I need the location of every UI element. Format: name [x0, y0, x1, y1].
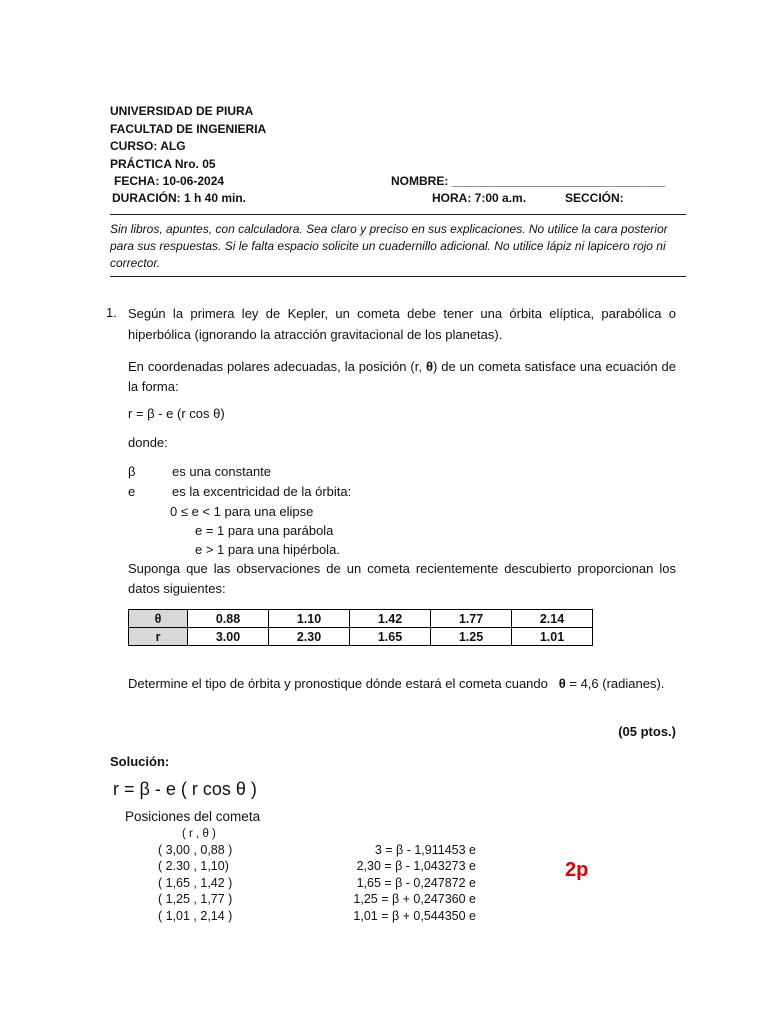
- r-row: [129, 628, 593, 646]
- position-item: ( 1,01 , 2,14 ): [158, 908, 233, 923]
- theta-cell: 1.10: [269, 610, 350, 628]
- task-text-post: = 4,6 (radianes).: [565, 676, 665, 691]
- theta-header-cell: θ: [129, 610, 188, 628]
- header-divider-bottom: [110, 276, 686, 277]
- position-item: ( 1,65 , 1,42 ): [158, 875, 233, 890]
- university-name: UNIVERSIDAD DE PIURA: [110, 104, 254, 118]
- polar-statement: [128, 357, 676, 397]
- data-intro: Suponga que las observaciones de un cometa recientemente descubierto proporcionan los datos siguientes:: [128, 561, 676, 596]
- problem-points: (05 ptos.): [618, 724, 676, 739]
- orbit-equation: r = β - e (r cos θ): [128, 406, 225, 421]
- where-label: donde:: [128, 435, 168, 450]
- position-item: ( 3,00 , 0,88 ): [158, 843, 233, 857]
- theta-cell: 2.14: [512, 610, 593, 628]
- r-cell: 1.65: [350, 628, 431, 646]
- polar-text-pre: En coordenadas polares adecuadas, la posición (r,: [128, 359, 426, 374]
- beta-symbol: β: [128, 464, 136, 479]
- course-label: CURSO: ALG: [110, 139, 186, 153]
- ellipse-case: 0 ≤ e < 1 para una elipse: [170, 504, 314, 519]
- observation-table: [128, 609, 593, 646]
- e-description: es la excentricidad de la órbita:: [172, 484, 352, 499]
- parabola-case: e = 1 para una parábola: [195, 523, 334, 538]
- positions-list: [158, 842, 232, 924]
- equation-item: 1,01 = β + 0,544350 e: [353, 908, 476, 923]
- exam-duration: DURACIÓN: 1 h 40 min.: [112, 191, 247, 205]
- equation-item: 2,30 = β - 1,043273 e: [356, 859, 476, 874]
- beta-description: es una constante: [172, 464, 272, 479]
- r-cell: 3.00: [188, 628, 269, 646]
- theta-symbol: θ: [425, 359, 433, 374]
- instructions-note: Sin libros, apuntes, con calculadora. Sea claro y preciso en sus explicaciones. No utilice la cara posterior para sus respuestas. Si le falta espacio solicite un cuadernillo adicional. No utilice lápiz ni lapicero rojo ni corrector.: [110, 222, 668, 270]
- problem-number: 1.: [106, 305, 117, 320]
- section-field: SECCIÓN:: [565, 191, 624, 205]
- positions-header: ( r , θ ): [182, 828, 216, 840]
- task-statement: [128, 674, 676, 694]
- theta-cell: 0.88: [188, 610, 269, 628]
- problem-intro: Según la primera ley de Kepler, un cometa debe tener una órbita elíptica, parabólica o hiperbólica (ignorando la atracción gravitacional de los planetas).: [128, 306, 676, 342]
- faculty-name: FACULTAD DE INGENIERIA: [110, 122, 267, 136]
- exam-time: HORA: 7:00 a.m.: [432, 191, 527, 205]
- equation-item: 3 = β - 1,911453 e: [374, 843, 476, 857]
- exam-date: FECHA: 10-06-2024: [114, 174, 225, 188]
- r-cell: 2.30: [269, 628, 350, 646]
- equations-list: [342, 842, 476, 924]
- solution-equation: r = β - e ( r cos θ ): [113, 779, 257, 799]
- task-text-pre: Determine el tipo de órbita y pronostique dónde estará el cometa cuando: [128, 676, 552, 691]
- header-divider-top: [110, 214, 686, 215]
- r-header-cell: r: [129, 628, 188, 646]
- equation-item: 1,25 = β + 0,247360 e: [353, 892, 476, 907]
- hyperbola-case: e > 1 para una hipérbola.: [195, 542, 340, 557]
- solution-title: Solución:: [110, 754, 170, 769]
- r-cell: 1.01: [512, 628, 593, 646]
- theta-cell: 1.77: [431, 610, 512, 628]
- position-item: ( 2.30 , 1,10): [158, 859, 229, 874]
- name-field: NOMBRE: ________________________________: [391, 174, 666, 188]
- positions-title: Posiciones del cometa: [125, 809, 261, 824]
- theta-row: [129, 610, 593, 628]
- position-item: ( 1,25 , 1,77 ): [158, 892, 233, 907]
- r-cell: 1.25: [431, 628, 512, 646]
- polar-text-post: ) de un cometa satisface una ecuación de la forma:: [128, 359, 676, 394]
- practice-number: PRÁCTICA Nro. 05: [110, 157, 216, 171]
- task-theta-symbol: θ: [558, 676, 566, 691]
- equation-item: 1,65 = β - 0,247872 e: [356, 875, 476, 890]
- theta-cell: 1.42: [350, 610, 431, 628]
- grade-mark: 2p: [565, 859, 589, 881]
- e-symbol: e: [128, 484, 136, 499]
